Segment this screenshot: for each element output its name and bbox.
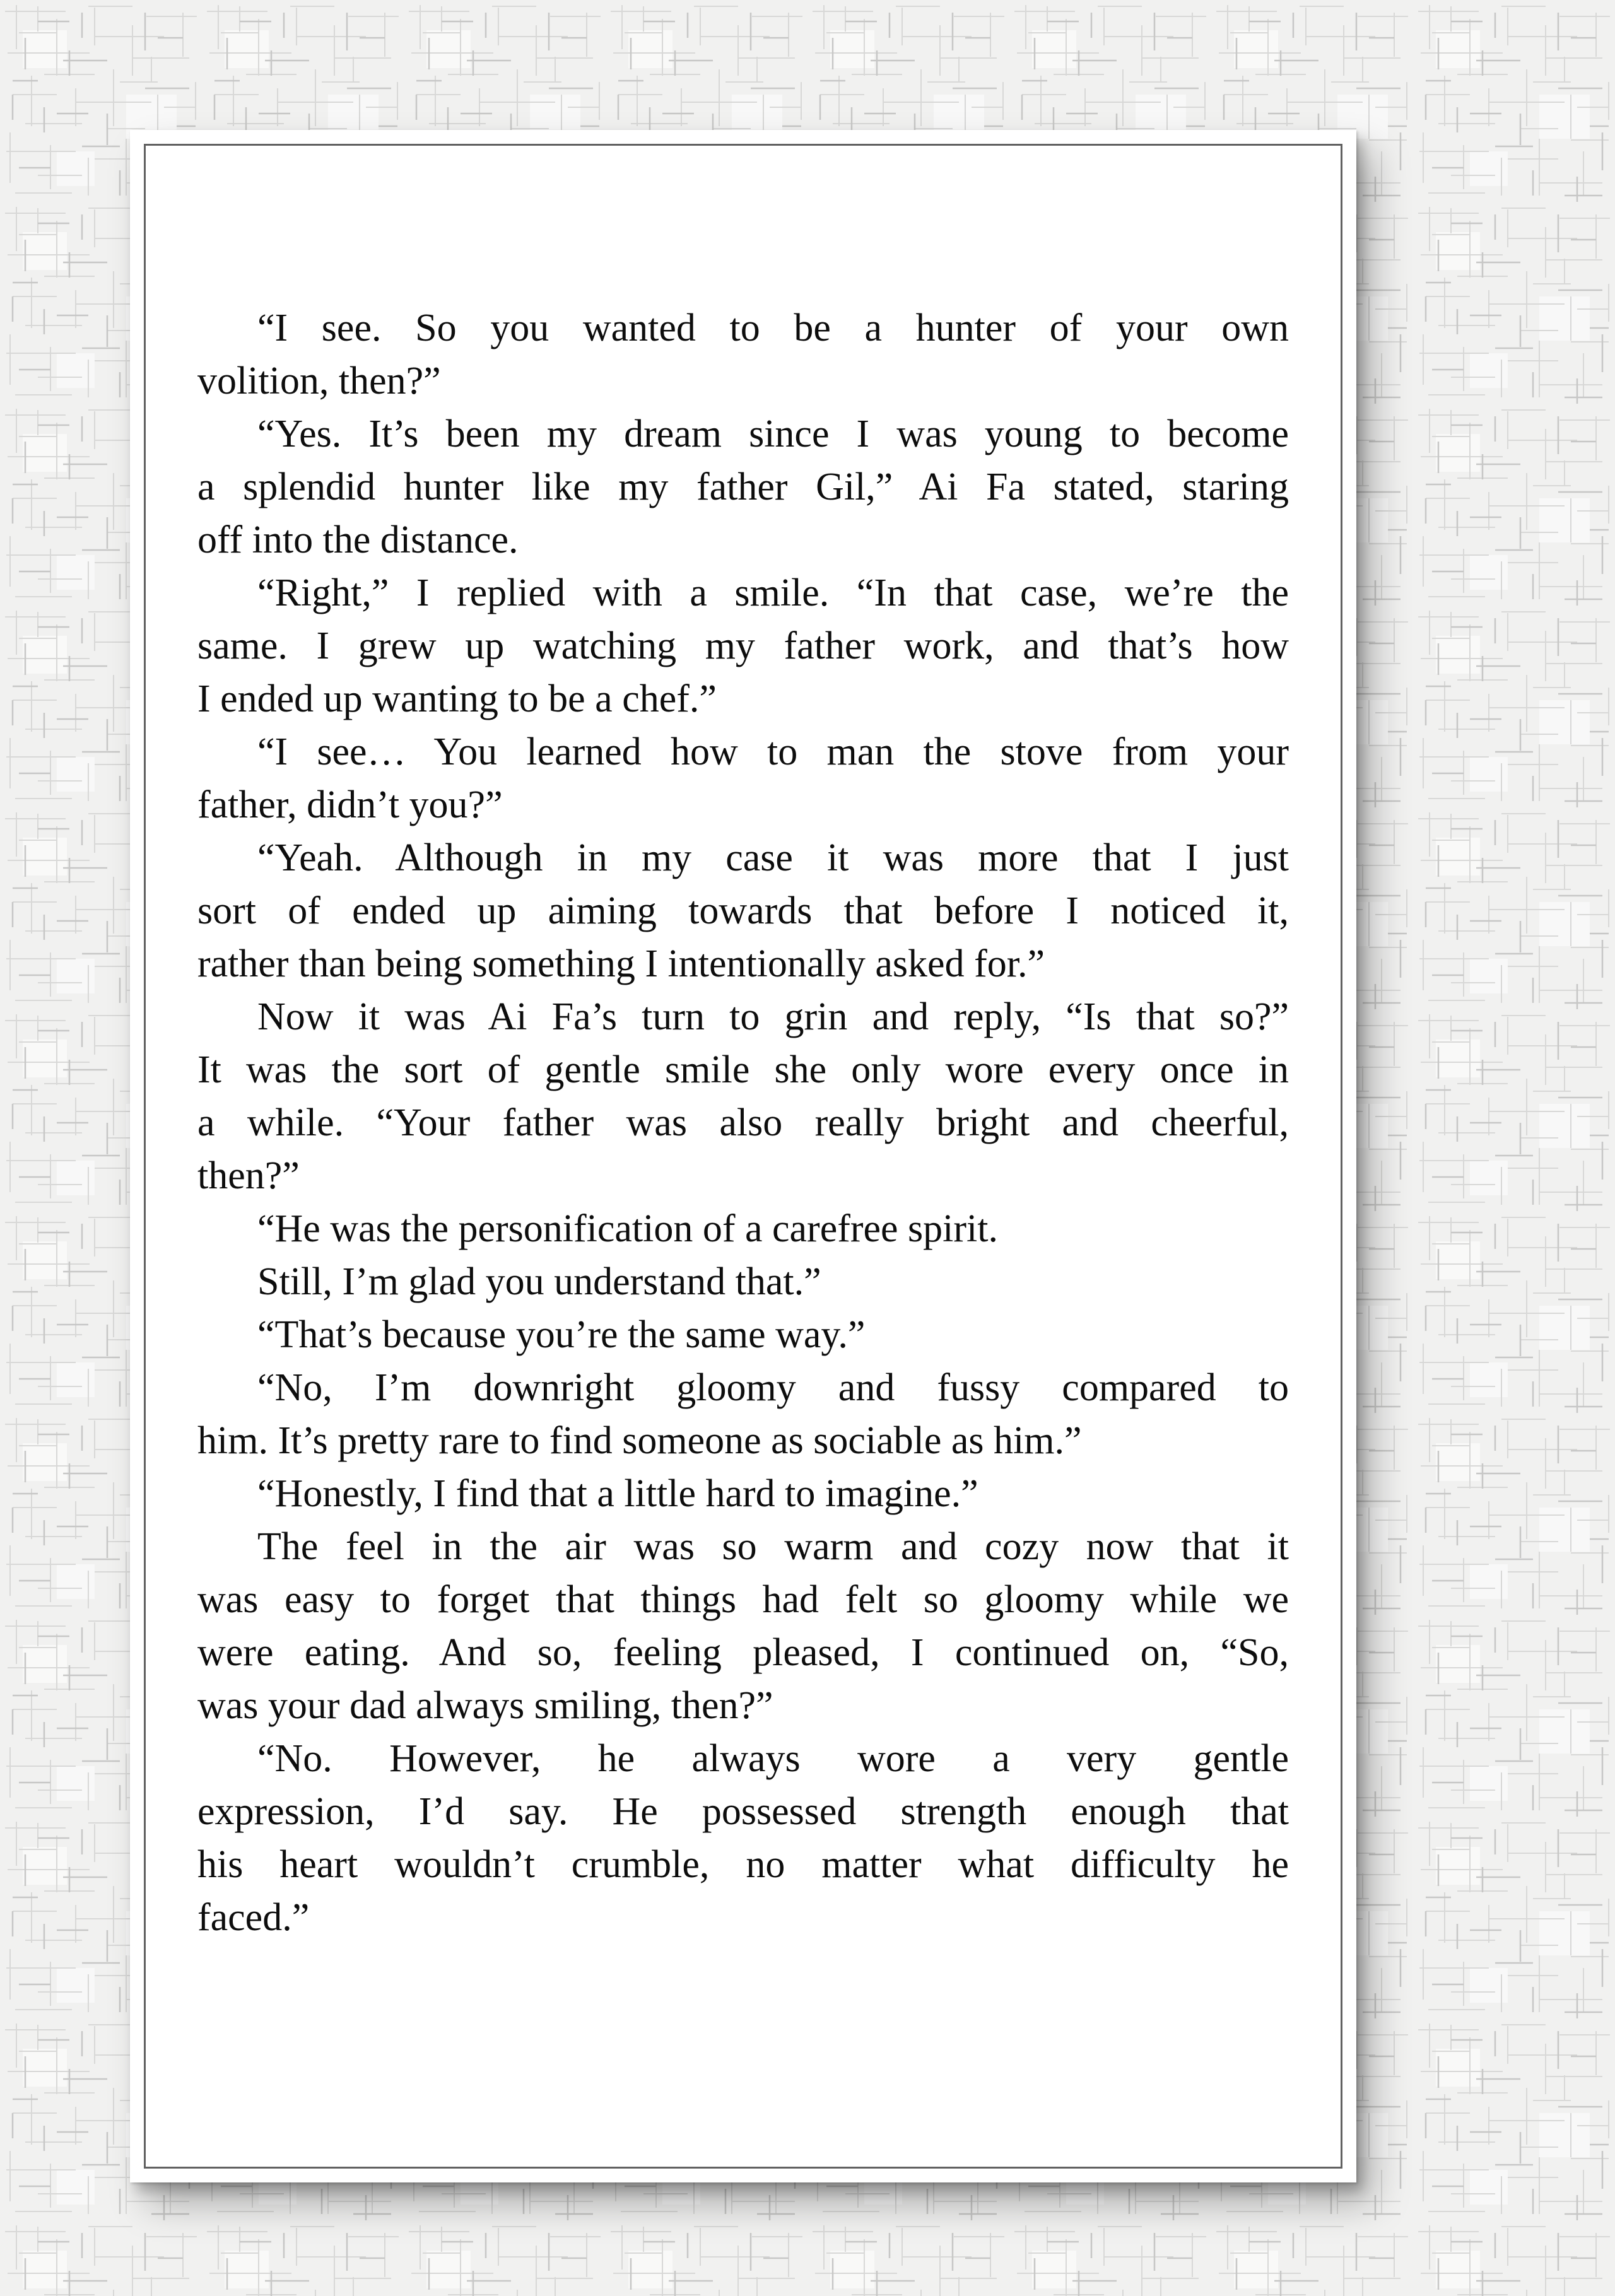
book-page — [130, 130, 1356, 2182]
text-line: “That’s because you’re the same way.” — [257, 1313, 866, 1356]
text-line: sort of ended up aiming towards that before I noticed it, — [197, 889, 1289, 932]
text-line: “Right,” I replied with a smile. “In that case, we’re the — [257, 571, 1289, 614]
paragraph — [197, 990, 1289, 1202]
text-line: rather than being something I intentionally asked for.” — [197, 942, 1045, 985]
paragraph — [197, 1467, 1289, 1520]
paragraph — [197, 725, 1289, 831]
paragraph — [197, 566, 1289, 725]
text-line: “Yeah. Although in my case it was more that I just — [257, 836, 1289, 879]
text-line: faced.” — [197, 1896, 310, 1939]
text-line: a splendid hunter like my father Gil,” Ai Fa stated, staring — [197, 466, 1289, 508]
paragraph — [197, 1255, 1289, 1308]
text-line: expression, I’d say. He possessed strength enough that — [197, 1790, 1289, 1833]
page-frame — [144, 144, 1342, 2169]
text-line: his heart wouldn’t crumble, no matter what difficulty he — [197, 1843, 1289, 1886]
text-line: a while. “Your father was also really bright and cheerful, — [197, 1101, 1289, 1144]
text-line: Still, I’m glad you understand that.” — [257, 1260, 821, 1303]
text-line: then?” — [197, 1154, 300, 1197]
paragraph — [197, 831, 1289, 990]
paragraph — [197, 407, 1289, 566]
text-line: The feel in the air was so warm and cozy now that it — [257, 1525, 1289, 1568]
text-line: off into the distance. — [197, 518, 519, 561]
text-line: “I see. So you wanted to be a hunter of your own — [257, 307, 1289, 349]
text-line: father, didn’t you?” — [197, 783, 503, 826]
text-line: “No. However, he always wore a very gentle — [257, 1737, 1289, 1780]
paragraph — [197, 1361, 1289, 1467]
text-line: Now it was Ai Fa’s turn to grin and reply, “Is that so?” — [257, 995, 1289, 1038]
paragraph — [197, 302, 1289, 407]
text-line: were eating. And so, feeling pleased, I continued on, “So, — [197, 1631, 1289, 1674]
text-line: “He was the personification of a carefree spirit. — [257, 1207, 999, 1250]
paragraph — [197, 1308, 1289, 1361]
text-line: him. It’s pretty rare to find someone as sociable as him.” — [197, 1419, 1082, 1462]
text-line: “Yes. It’s been my dream since I was young to become — [257, 413, 1289, 455]
text-line: “I see… You learned how to man the stove from your — [257, 730, 1289, 773]
text-line: “Honestly, I find that a little hard to imagine.” — [257, 1472, 978, 1515]
text-line: was easy to forget that things had felt so gloomy while we — [197, 1578, 1289, 1621]
text-line: volition, then?” — [197, 360, 441, 402]
text-line: “No, I’m downright gloomy and fussy compared to — [257, 1366, 1289, 1409]
paragraph — [197, 1520, 1289, 1732]
paragraph — [197, 1202, 1289, 1255]
text-line: same. I grew up watching my father work, and that’s how — [197, 624, 1289, 667]
text-line: I ended up wanting to be a chef.” — [197, 677, 717, 720]
paragraph — [197, 1732, 1289, 1944]
page-text — [197, 302, 1289, 1944]
text-line: was your dad always smiling, then?” — [197, 1684, 773, 1727]
text-line: It was the sort of gentle smile she only wore every once in — [197, 1048, 1289, 1091]
